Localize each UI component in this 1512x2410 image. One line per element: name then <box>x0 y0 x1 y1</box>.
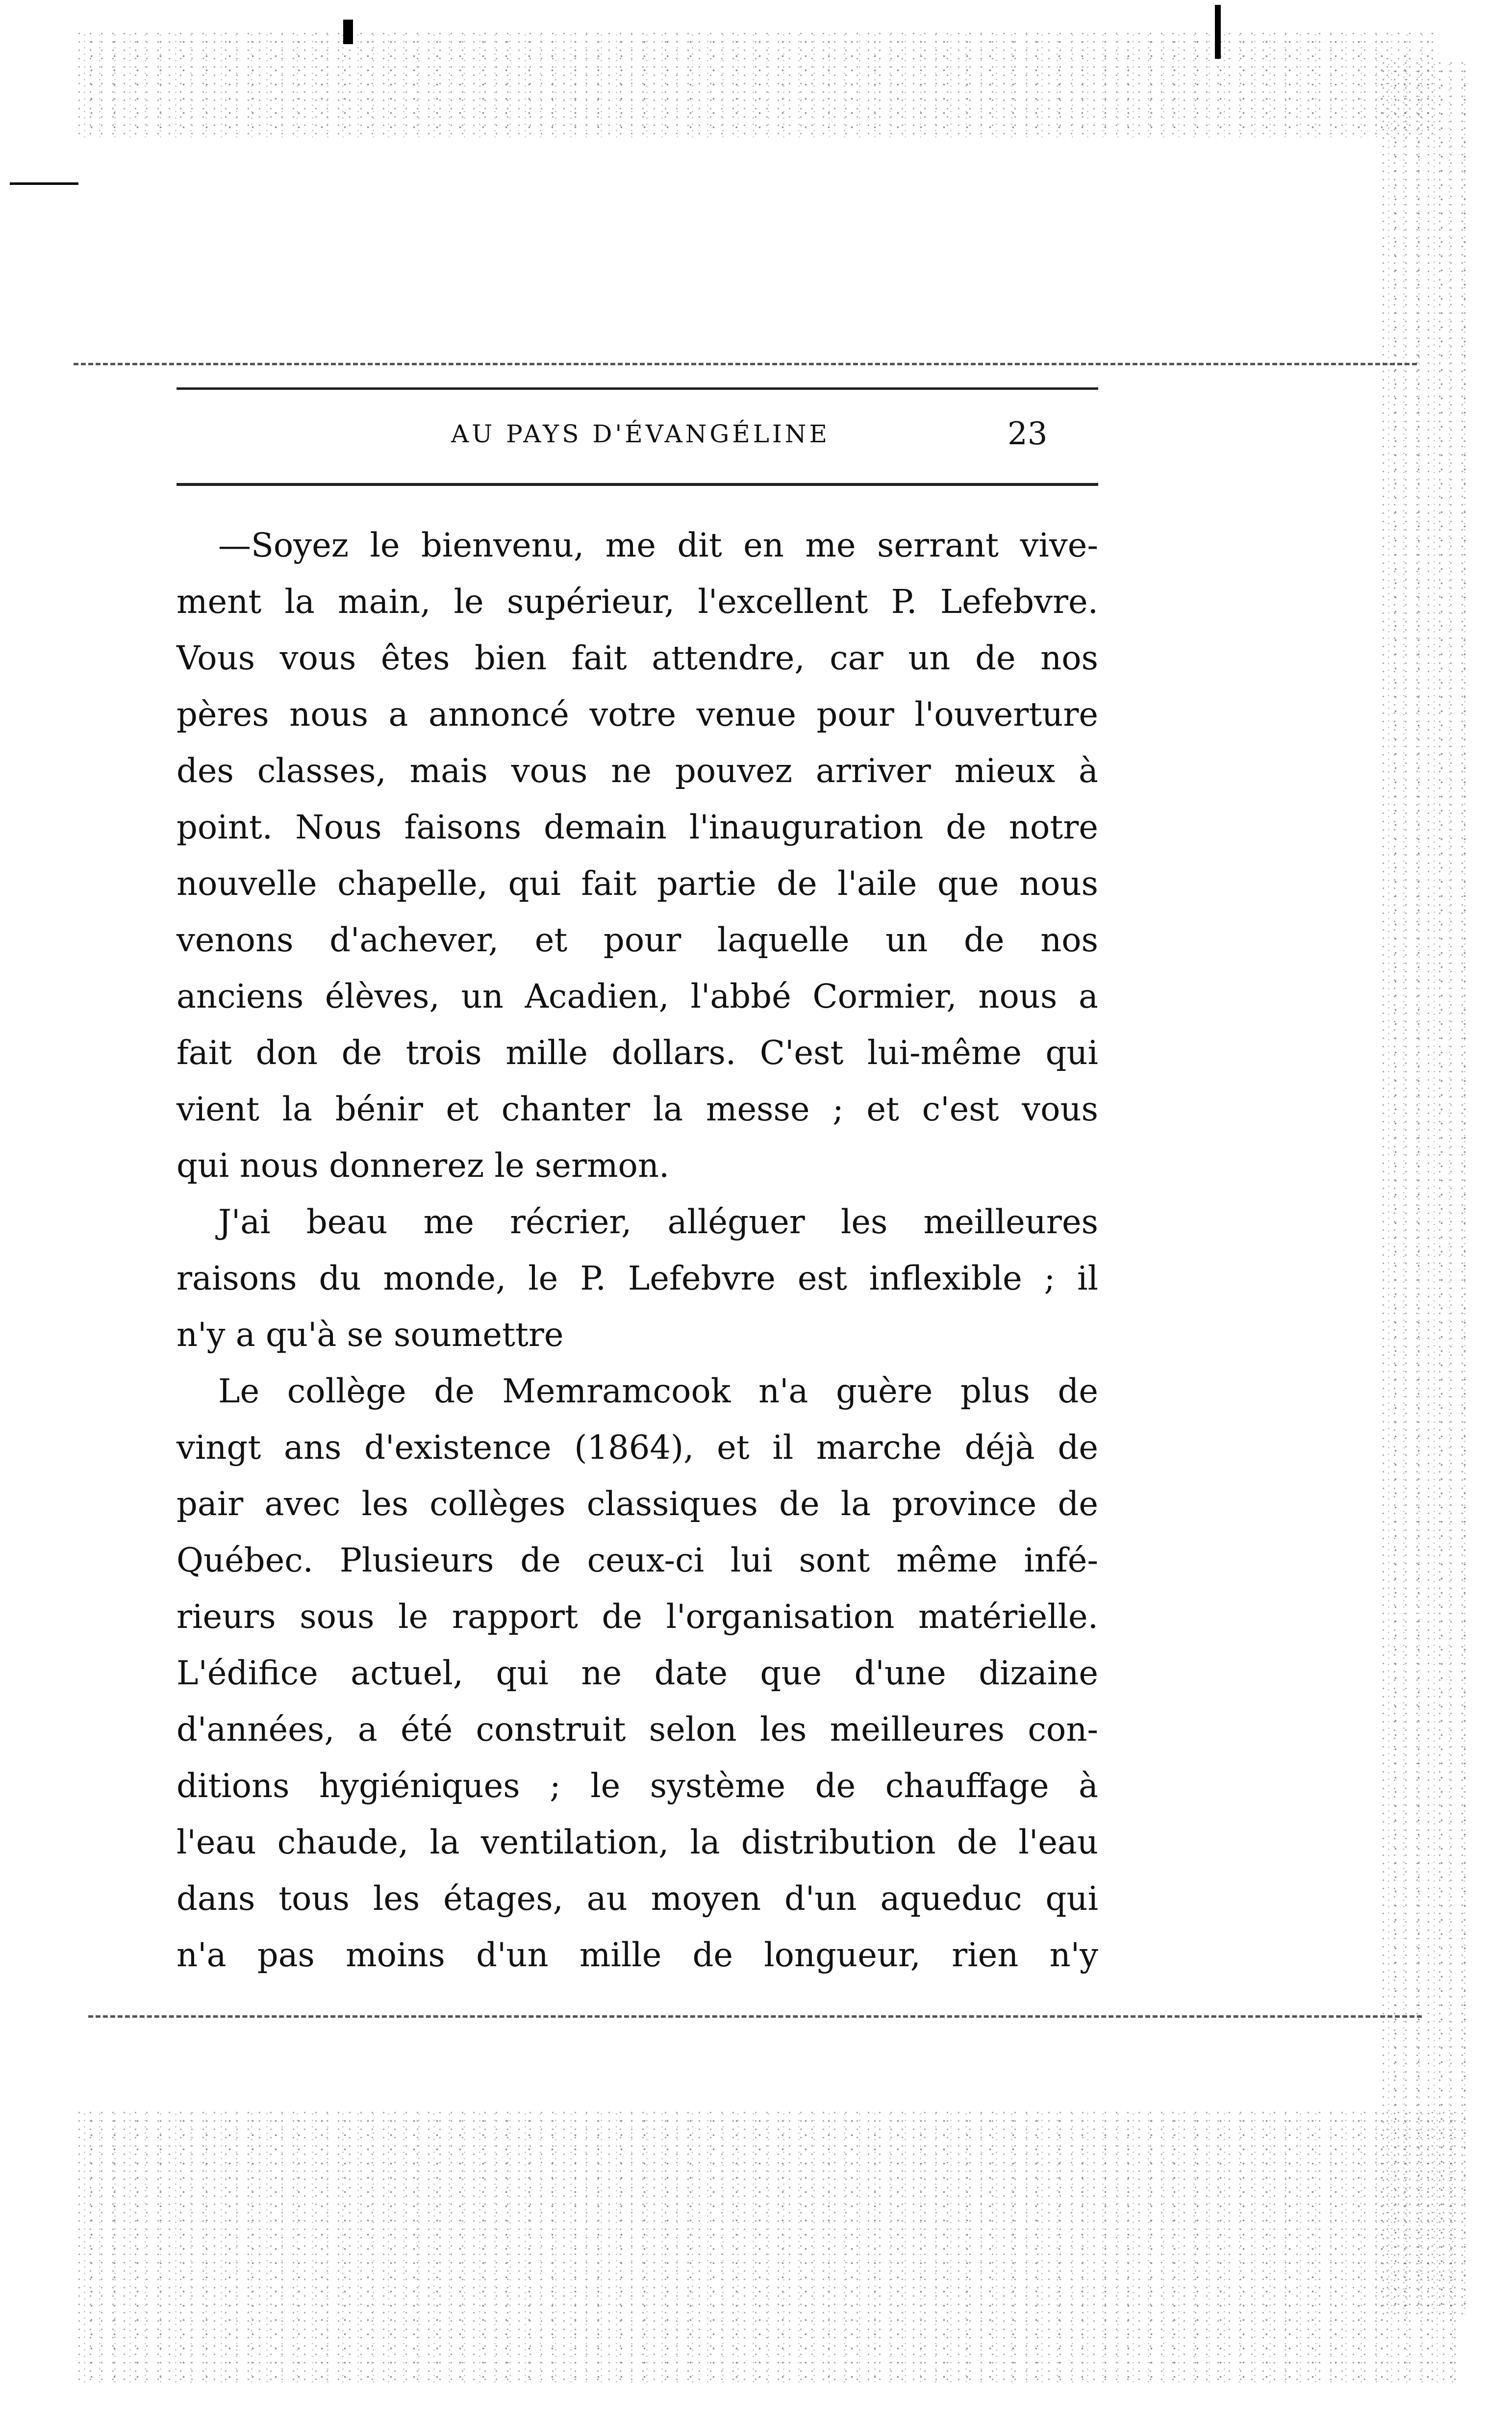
page-number: 23 <box>1008 416 1048 452</box>
text-line: point. Nous faisons demain l'inauguration de notre <box>176 808 1098 846</box>
text-line: d'années, a été construit selon les meilleures con- <box>176 1710 1098 1749</box>
text-line: —Soyez le bienvenu, me dit en me serrant vive- <box>218 526 1098 564</box>
text-line: Le collège de Memramcook n'a guère plus de <box>218 1372 1098 1410</box>
header-rule-top <box>176 387 1098 390</box>
scan-noise-top <box>74 29 1436 137</box>
scan-mark <box>10 182 78 185</box>
text-line: dans tous les étages, au moyen d'un aqueduc qui <box>176 1879 1098 1918</box>
text-line: nouvelle chapelle, qui fait partie de l'aile que nous <box>176 864 1098 903</box>
scan-mark <box>1215 5 1221 59</box>
scan-noise-right <box>1378 59 1466 2314</box>
text-line: raisons du monde, le P. Lefebvre est inflexible ; il <box>176 1259 1098 1297</box>
scan-dash-line <box>88 2015 1422 2018</box>
running-title: AU PAYS D'ÉVANGÉLINE <box>451 420 830 448</box>
scan-dash-line <box>74 363 1417 365</box>
text-line: qui nous donnerez le sermon. <box>176 1146 670 1185</box>
text-line: vient la bénir et chanter la messe ; et c'est vous <box>176 1090 1098 1128</box>
paragraph <box>176 1194 1098 1363</box>
text-line: fait don de trois mille dollars. C'est lui-même qui <box>176 1034 1098 1072</box>
text-line: n'a pas moins d'un mille de longueur, rien n'y <box>176 1936 1098 1974</box>
paragraph <box>176 1363 1098 1983</box>
text-line: Vous vous êtes bien fait attendre, car un de nos <box>176 639 1098 677</box>
text-line: l'eau chaude, la ventilation, la distribution de l'eau <box>176 1823 1098 1861</box>
text-line: venons d'achever, et pour laquelle un de nos <box>176 921 1098 959</box>
page-text <box>176 517 1098 1983</box>
text-line: n'y a qu'à se soumettre <box>176 1316 564 1354</box>
text-line: ditions hygiéniques ; le système de chauffage à <box>176 1767 1098 1805</box>
text-line: L'édifice actuel, qui ne date que d'une dizaine <box>176 1654 1098 1692</box>
paragraph <box>176 517 1098 1194</box>
text-line: vingt ans d'existence (1864), et il marche déjà de <box>176 1428 1098 1467</box>
text-line: pair avec les collèges classiques de la province de <box>176 1485 1098 1523</box>
text-line: Québec. Plusieurs de ceux-ci lui sont même infé- <box>176 1541 1098 1579</box>
scan-noise-bottom <box>74 2108 1456 2383</box>
header-rule-bottom <box>176 483 1098 486</box>
text-line: J'ai beau me récrier, alléguer les meilleures <box>218 1203 1098 1241</box>
text-line: ment la main, le supérieur, l'excellent P. Lefebvre. <box>176 583 1098 621</box>
running-head <box>176 414 1108 454</box>
scan-mark <box>343 20 353 44</box>
text-line: pères nous a annoncé votre venue pour l'ouverture <box>176 695 1098 734</box>
text-line: anciens élèves, un Acadien, l'abbé Cormier, nous a <box>176 977 1098 1015</box>
text-line: des classes, mais vous ne pouvez arriver mieux à <box>176 752 1098 790</box>
text-line: rieurs sous le rapport de l'organisation matérielle. <box>176 1598 1098 1636</box>
